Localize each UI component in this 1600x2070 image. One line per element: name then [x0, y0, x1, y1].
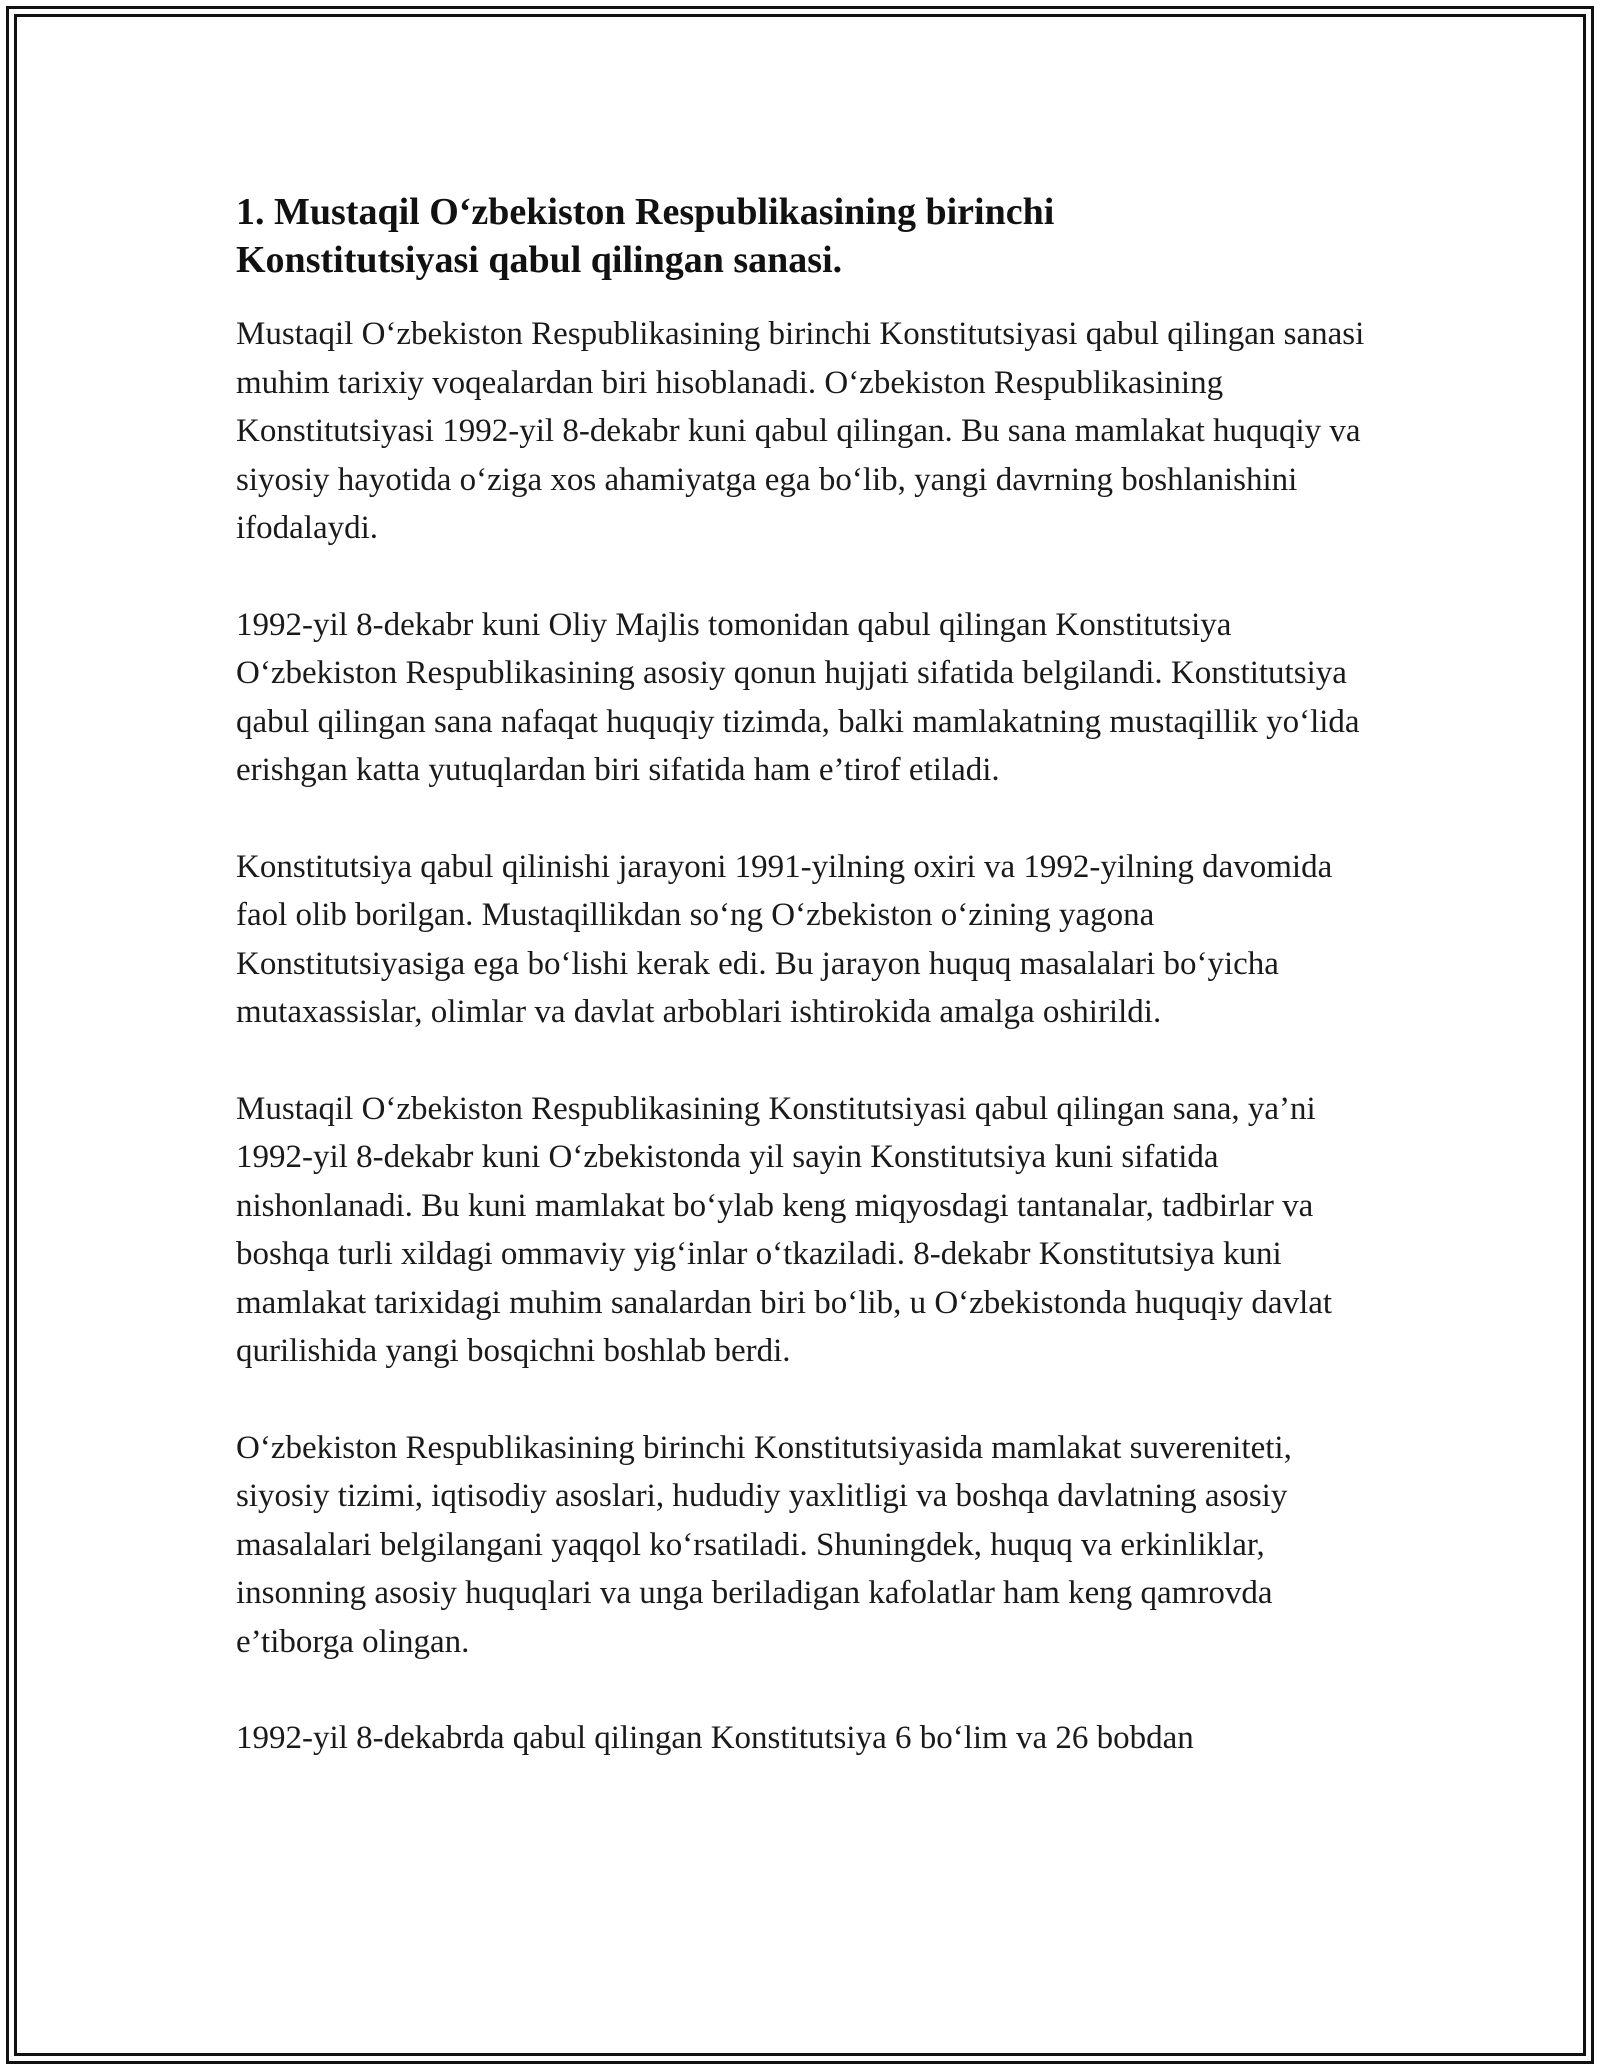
document-body: [236, 188, 1376, 1811]
paragraph-5: O‘zbekiston Respublikasining birinchi Konstitutsiyasida mamlakat suvereniteti, siyosiy tizimi, iqtisodiy asoslari, hududiy yaxlitligi va boshqa davlatning asosiy masalalari belgilangani yaqqol ko‘rsatiladi. Shuningdek, huquq va erkinliklar, insonning asosiy huquqlari va unga beriladigan kafolatlar ham keng qamrovda e’tiborga olingan.: [236, 1429, 1292, 1660]
paragraph-3: Konstitutsiya qabul qilinishi jarayoni 1991-yilning oxiri va 1992-yilning davomida faol olib borilgan. Mustaqillikdan so‘ng O‘zbekiston o‘zining yagona Konstitutsiyasiga ega bo‘lishi kerak edi. Bu jarayon huquq masalalari bo‘yicha mutaxassislar, olimlar va davlat arboblari ishtirokida amalga oshirildi.: [236, 848, 1333, 1030]
paragraph-4: Mustaqil O‘zbekiston Respublikasining Konstitutsiyasi qabul qilingan sana, ya’ni 1992-yil 8-dekabr kuni O‘zbekistonda yil sayin Konstitutsiya kuni sifatida nishonlanadi. Bu kuni mamlakat bo‘ylab keng miqyosdagi tantanalar, tadbirlar va boshqa turli xildagi ommaviy yig‘inlar o‘tkaziladi. 8-dekabr Konstitutsiya kuni mamlakat tarixidagi muhim sanalardan biri bo‘lib, u O‘zbekistonda huquqiy davlat qurilishida yangi bosqichni boshlab berdi.: [236, 1090, 1333, 1369]
paragraph-6: 1992-yil 8-dekabrda qabul qilingan Konstitutsiya 6 bo‘lim va 26 bobdan: [236, 1720, 1194, 1756]
paragraph-2: 1992-yil 8-dekabr kuni Oliy Majlis tomonidan qabul qilingan Konstitutsiya O‘zbekiston Respublikasining asosiy qonun hujjati sifatida belgilandi. Konstitutsiya qabul qilingan sana nafaqat huquqiy tizimda, balki mamlakatning mustaqillik yo‘lida erishgan katta yutuqlardan biri sifatida ham e’tirof etiladi.: [236, 606, 1360, 788]
document-heading: 1. Mustaqil O‘zbekiston Respublikasining birinchi Konstitutsiyasi qabul qilingan sanasi.: [236, 191, 1055, 281]
paragraph-1: Mustaqil O‘zbekiston Respublikasining birinchi Konstitutsiyasi qabul qilingan sanasi muhim tarixiy voqealardan biri hisoblanadi. O‘zbekiston Respublikasining Konstitutsiyasi 1992-yil 8-dekabr kuni qabul qilingan. Bu sana mamlakat huquqiy va siyosiy hayotida o‘ziga xos ahamiyatga ega bo‘lib, yangi davrning boshlanishini ifodalaydi.: [236, 316, 1365, 546]
